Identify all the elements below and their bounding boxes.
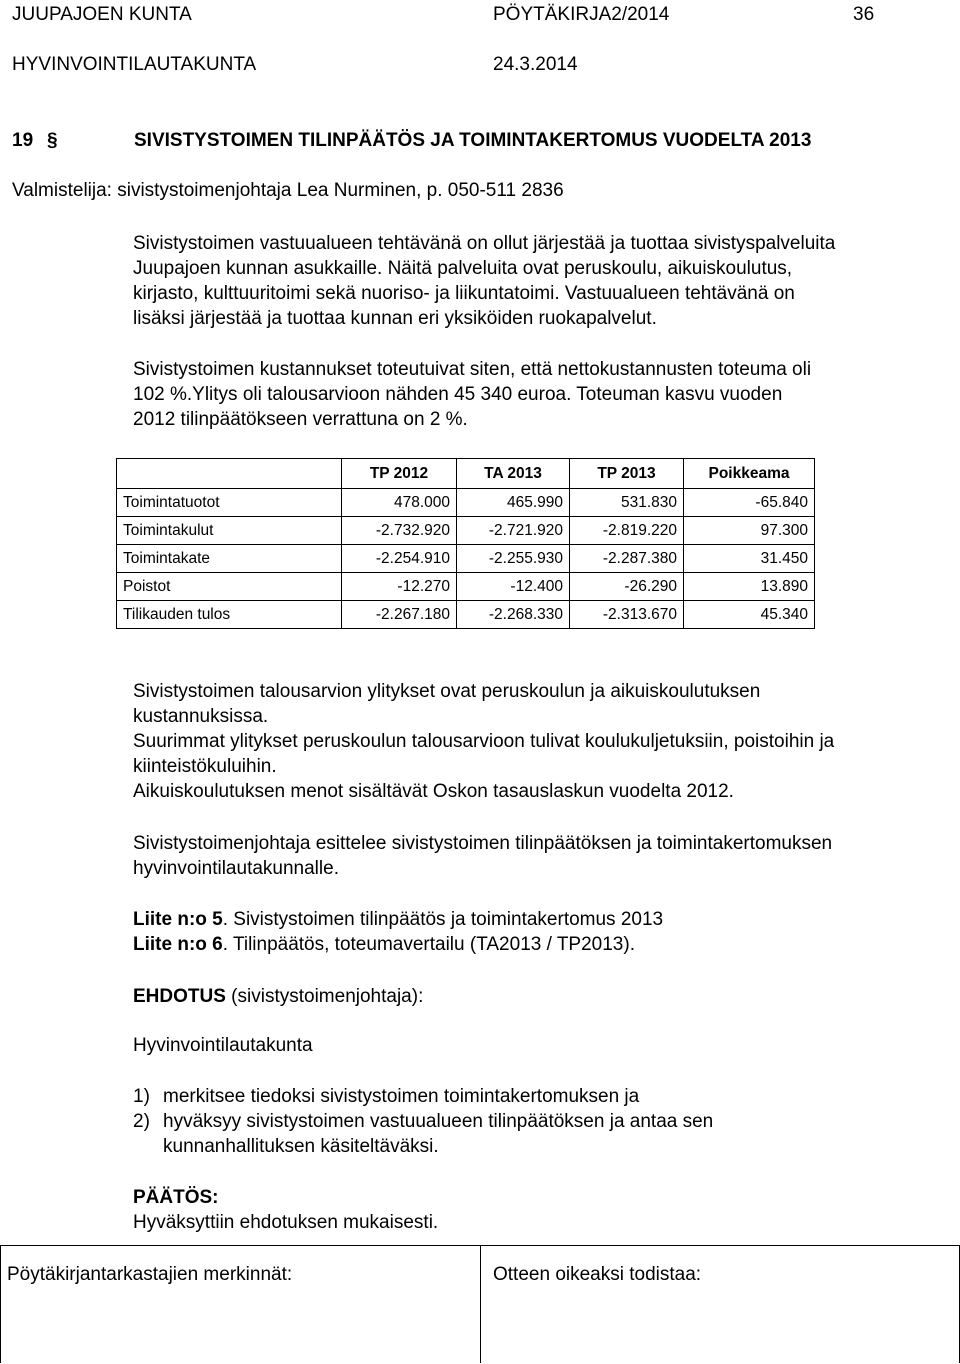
footer-reviewers-label: Pöytäkirjantarkastajien merkinnät:: [7, 1264, 293, 1285]
table-cell: 478.000: [342, 489, 457, 517]
proposal-label: EHDOTUS: [133, 986, 226, 1007]
paragraph-line: kirjasto, kulttuuritoimi sekä nuoriso- ja liikuntatoimi. Vastuualueen tehtävänä on: [133, 283, 795, 304]
table-cell: -12.270: [342, 573, 457, 601]
row-label: Toimintatuotot: [117, 489, 342, 517]
paragraph-line: Suurimmat ylitykset peruskoulun talousarvioon tulivat koulukuljetuksiin, poistoihin ja: [133, 731, 835, 752]
minutes-number: PÖYTÄKIRJA2/2014: [493, 4, 670, 25]
table-row: [117, 601, 815, 629]
committee-name: HYVINVOINTILAUTAKUNTA: [12, 54, 257, 75]
paragraph-line: hyvinvointilautakunnalle.: [133, 858, 339, 879]
table-header-cell: TP 2012: [342, 459, 457, 489]
proposal-by: (sivistystoimenjohtaja):: [225, 986, 424, 1007]
table-cell: 531.830: [570, 489, 684, 517]
table-header-cell: Poikkeama: [684, 459, 815, 489]
proposal-item-text: kunnanhallituksen käsiteltäväksi.: [163, 1136, 439, 1157]
table-row: [117, 517, 815, 545]
row-label: Toimintakulut: [117, 517, 342, 545]
table-cell: -2.721.920: [457, 517, 570, 545]
paragraph-line: kustannuksissa.: [133, 706, 269, 727]
attachment-label: Liite n:o 6: [133, 934, 223, 955]
proposal-item-text: hyväksyy sivistystoimen vastuualueen tilinpäätöksen ja antaa sen: [163, 1111, 714, 1132]
municipality-name: JUUPAJOEN KUNTA: [12, 4, 192, 25]
table-cell: -2.254.910: [342, 545, 457, 573]
table-cell: -65.840: [684, 489, 815, 517]
table-header-cell: TA 2013: [457, 459, 570, 489]
table-row: [117, 545, 815, 573]
row-label: Toimintakate: [117, 545, 342, 573]
intro-paragraph: [133, 231, 835, 331]
proposal-item-number: 2): [133, 1111, 150, 1132]
table-cell: -2.267.180: [342, 601, 457, 629]
item-number: 19: [12, 130, 34, 151]
proposal-heading: [133, 984, 423, 1009]
table-header-cell: TP 2013: [570, 459, 684, 489]
attachment-item: [133, 932, 663, 957]
paragraph-line: 102 %.Ylitys oli talousarvioon nähden 45 340 euroa. Toteuman kasvu vuoden: [133, 384, 783, 405]
attachment-text: . Tilinpäätös, toteumavertailu (TA2013 / TP2013).: [222, 934, 635, 955]
presenter-paragraph: [133, 831, 832, 881]
table-cell: -2.313.670: [570, 601, 684, 629]
paragraph-line: Sivistystoimen vastuualueen tehtävänä on ollut järjestää ja tuottaa sivistyspalveluita: [133, 233, 836, 254]
decision-label: PÄÄTÖS:: [133, 1187, 219, 1208]
meeting-date: 24.3.2014: [493, 54, 578, 75]
proposal-item-text: merkitsee tiedoksi sivistystoimen toimintakertomuksen ja: [163, 1086, 640, 1107]
paragraph-line: Sivistystoimen kustannukset toteutuivat siten, että nettokustannusten toteuma oli: [133, 359, 812, 380]
preparer-line: Valmistelija: sivistystoimenjohtaja Lea Nurminen, p. 050-511 2836: [12, 180, 564, 201]
table-cell: -2.819.220: [570, 517, 684, 545]
table-cell: 465.990: [457, 489, 570, 517]
attachments: [133, 907, 663, 957]
paragraph-line: Aikuiskoulutuksen menot sisältävät Oskon tasauslaskun vuodelta 2012.: [133, 781, 734, 802]
attachment-label: Liite n:o 5: [133, 909, 223, 930]
attachment-text: . Sivistystoimen tilinpäätös ja toimintakertomus 2013: [222, 909, 664, 930]
table-cell: 45.340: [684, 601, 815, 629]
footer-border-left: [0, 1245, 1, 1363]
table-cell: -2.287.380: [570, 545, 684, 573]
table-cell: -26.290: [570, 573, 684, 601]
row-label: Poistot: [117, 573, 342, 601]
paragraph-line: kiinteistökuluihin.: [133, 756, 277, 777]
table-header-row: [117, 459, 815, 489]
page-number: 36: [853, 4, 875, 25]
table-cell: 31.450: [684, 545, 815, 573]
paragraph-line: Juupajoen kunnan asukkaille. Näitä palveluita ovat peruskoulu, aikuiskoulutus,: [133, 258, 793, 279]
table-header-cell: [117, 459, 342, 489]
paragraph-line: lisäksi järjestää ja tuottaa kunnan eri yksiköiden ruokapalvelut.: [133, 308, 657, 329]
proposal-item-number: 1): [133, 1086, 150, 1107]
table-cell: -2.268.330: [457, 601, 570, 629]
footer-certification-label: Otteen oikeaksi todistaa:: [493, 1264, 702, 1285]
footer-border-middle: [480, 1245, 481, 1363]
table-cell: -12.400: [457, 573, 570, 601]
cost-paragraph: [133, 357, 811, 432]
decision-text: Hyväksyttiin ehdotuksen mukaisesti.: [133, 1212, 439, 1233]
table-row: [117, 489, 815, 517]
item-title: SIVISTYSTOIMEN TILINPÄÄTÖS JA TOIMINTAKERTOMUS VUODELTA 2013: [134, 130, 812, 151]
table-cell: 13.890: [684, 573, 815, 601]
section-sign: §: [47, 130, 58, 151]
table-cell: 97.300: [684, 517, 815, 545]
paragraph-line: 2012 tilinpäätökseen verrattuna on 2 %.: [133, 409, 468, 430]
table-cell: -2.255.930: [457, 545, 570, 573]
row-label: Tilikauden tulos: [117, 601, 342, 629]
table-row: [117, 573, 815, 601]
table-cell: -2.732.920: [342, 517, 457, 545]
paragraph-line: Sivistystoimen talousarvion ylitykset ovat peruskoulun ja aikuiskoulutuksen: [133, 681, 761, 702]
proposal-addressee: Hyvinvointilautakunta: [133, 1035, 313, 1056]
overrun-paragraph: [133, 679, 834, 804]
paragraph-line: Sivistystoimenjohtaja esittelee sivistystoimen tilinpäätöksen ja toimintakertomuksen: [133, 833, 833, 854]
attachment-item: [133, 907, 663, 932]
financial-table: [116, 458, 815, 629]
